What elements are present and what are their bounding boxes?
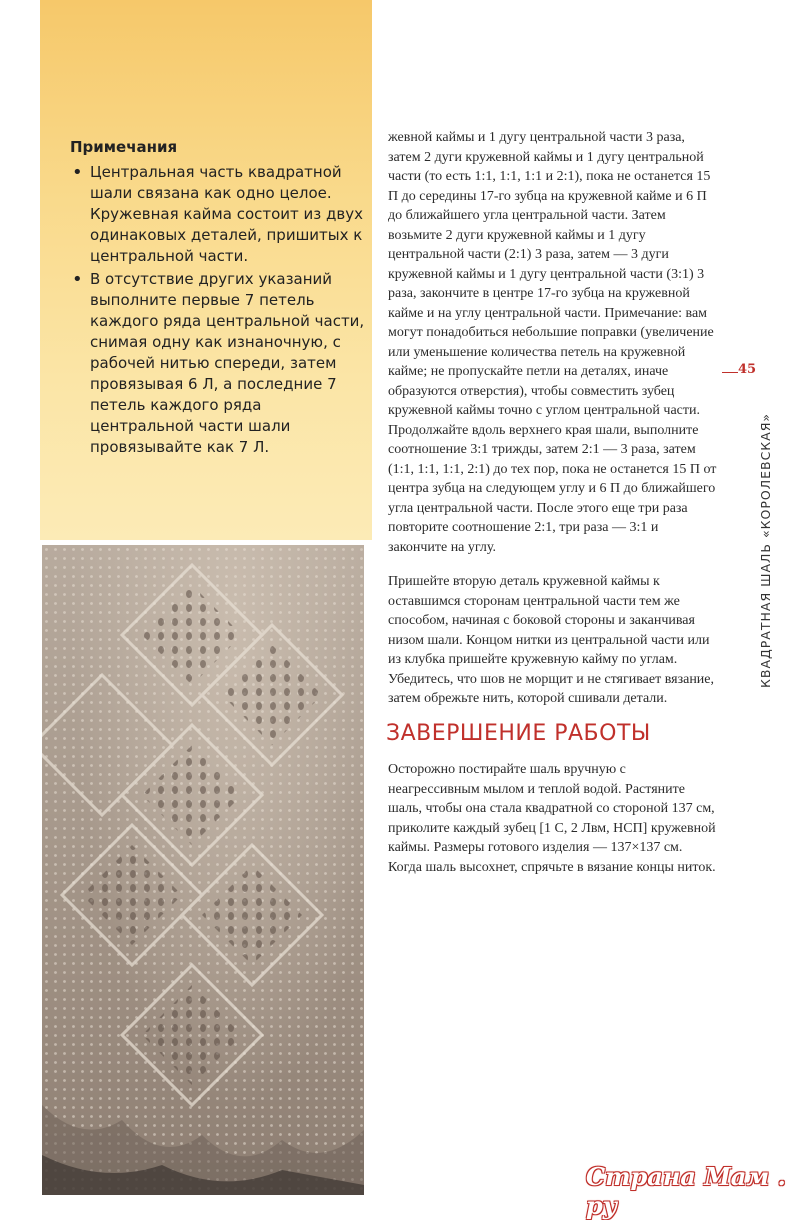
notes-title: Примечания xyxy=(70,138,178,156)
running-title: КВАДРАТНАЯ ШАЛЬ «КОРОЛЕВСКАЯ» xyxy=(758,412,773,688)
notes-item: • Центральная часть квадратной шали связана как одно целое. Кружевная кайма состоит из двух одинаковых деталей, пришитых к центральной части. xyxy=(70,162,366,267)
lace-pattern-image xyxy=(42,545,364,1195)
lace-shawl-photo xyxy=(42,545,364,1195)
body-paragraph: Пришейте вторую деталь кружевной каймы к оставшимся сторонам центральной части тем же способом, начиная с боковой стороны и заканчивая низом шали. Концом нитки из центральной части или из клубка пришейте кружевную кайму по углам. Убедитесь, что шов не морщит и не стягивает вязание, затем обрежьте нить, которой сшивали детали. xyxy=(388,574,715,706)
section-heading: ЗАВЕРШЕНИЕ РАБОТЫ xyxy=(386,720,651,746)
body-paragraph: Осторожно постирайте шаль вручную с неагрессивным мылом и теплой водой. Растяните шаль, чтобы она стала квадратной со стороной 137 см, приколите каждый зубец [1 С, 2 Лвм, НСП] кружевной каймы. Размеры готового изделия — 137×137 см. Когда шаль высохнет, спрячьте в вязание концы ниток. xyxy=(388,762,716,875)
page-number-rule xyxy=(722,372,738,373)
notes-list xyxy=(70,162,366,458)
main-text-column xyxy=(388,128,718,892)
body-paragraph: жевной каймы и 1 дугу центральной части 3 раза, затем 2 дуги кружевной каймы и 1 дугу центральной части (то есть 1:1, 1:1, 1:1 и 2:1), пока не останется 15 П до середины 17-го зубца на кружевной кайме и 6 П до ближайшего угла центральной части. Затем возьмите 2 дуги кружевной каймы и 1 дугу центральной части (2:1) 3 раза, затем — 3 дуги кружевной каймы и 1 дугу центральной части (3:1) 3 раза, закончите в центре 17-го зубца на кружевной кайме и на углу центральной части. Примечание: вам могут понадобиться небольшие поправки (увеличение или уменьшение количества петель на кружевной кайме; не пропускайте петли на деталях, иначе образуются отверстия), чтобы совместить зубец кружевной каймы точно с углом центральной части. Продолжайте вдоль верхнего края шали, выполните соотношение 3:1 трижды, затем 2:1 — 3 раза, затем (1:1, 1:1, 1:1, 2:1) до тех пор, пока не останется 15 П от центра зубца на следующем углу и 6 П до ближайшего угла центральной части. После этого еще три раза повторите соотношение 2:1, три раза — 3:1 и закончите на углу. xyxy=(388,130,717,555)
notes-box xyxy=(70,138,366,460)
watermark-logo: Страна Мам . ру xyxy=(586,1162,786,1220)
page-number: 45 xyxy=(738,362,757,377)
notes-item: • В отсутствие других указаний выполните первые 7 петель каждого ряда центральной части, снимая одну как изнаночную, с рабочей нитью спереди, затем провязывая 6 Л, а последние 7 петель каждого ряда центральной части шали провязывайте как 7 Л. xyxy=(70,269,366,458)
